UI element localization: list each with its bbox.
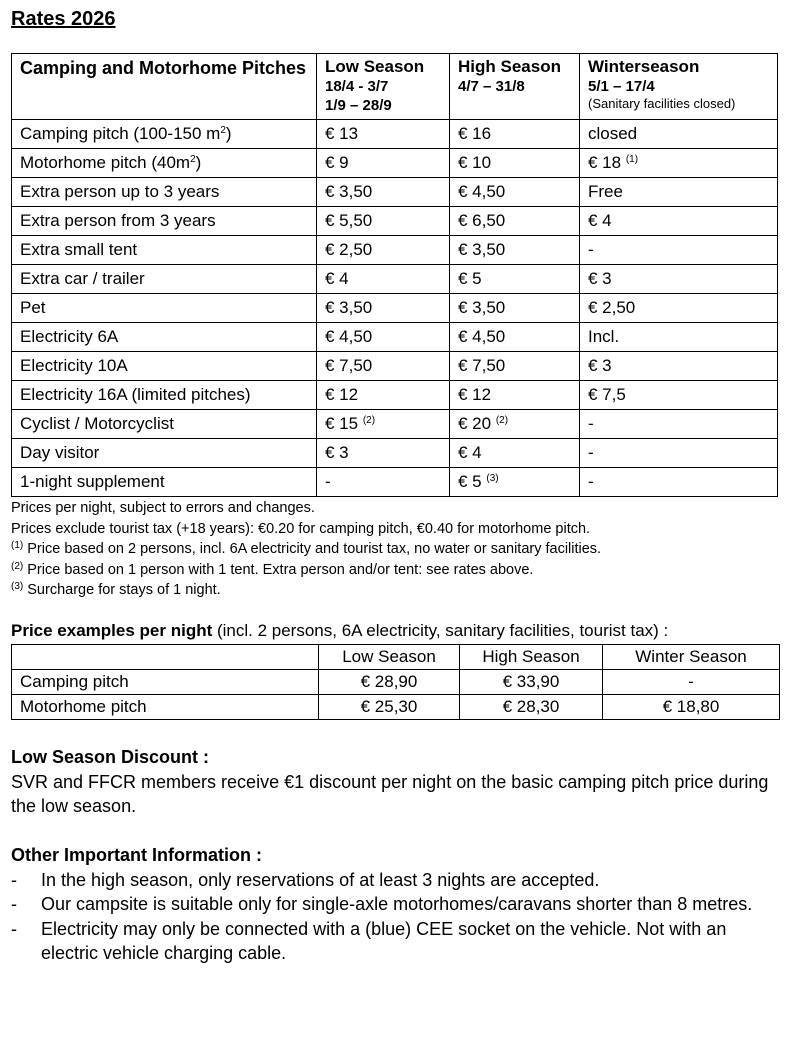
rate-row-extra-person-under-3 bbox=[12, 178, 778, 207]
rate-winter: Free bbox=[580, 178, 778, 207]
footnote-mark: (2) bbox=[495, 415, 509, 426]
rate-high: € 16 bbox=[450, 120, 580, 149]
list-item: - Electricity may only be connected with a (blue) CEE socket on the vehicle. Not with an electric vehicle charging cable. bbox=[11, 917, 781, 966]
rate-label: Cyclist / Motorcyclist bbox=[12, 410, 317, 439]
rate-label: Extra car / trailer bbox=[12, 265, 317, 294]
rate-low: € 4,50 bbox=[317, 323, 450, 352]
rate-winter: closed bbox=[580, 120, 778, 149]
other-information bbox=[11, 843, 781, 966]
rate-high: € 12 bbox=[450, 381, 580, 410]
rate-winter: € 3 bbox=[580, 265, 778, 294]
rate-high: € 5 bbox=[450, 265, 580, 294]
rate-label: Motorhome pitch $(40m^2)$ bbox=[12, 149, 317, 178]
rate-row-day-visitor bbox=[12, 439, 778, 468]
discount-text: SVR and FFCR members receive €1 discount per night on the basic camping pitch price during the low season. bbox=[11, 771, 769, 816]
info-heading: Other Important Information : bbox=[11, 845, 262, 865]
rate-label: Pet bbox=[12, 294, 317, 323]
rate-high: € 4 bbox=[450, 439, 580, 468]
low-season-discount bbox=[11, 745, 781, 819]
list-item: - In the high season, only reservations of at least 3 nights are accepted. bbox=[11, 868, 781, 893]
rate-high: € 3,50 bbox=[450, 236, 580, 265]
price-examples-heading: Price examples per night (incl. 2 persons, 6A electricity, sanitary facilities, tourist tax) : bbox=[11, 621, 669, 640]
rate-low: € 3,50 bbox=[317, 178, 450, 207]
rate-winter: - bbox=[580, 410, 778, 439]
footnote-mark: (3) bbox=[486, 473, 499, 484]
high-season-name: High Season bbox=[458, 57, 561, 76]
rate-notes bbox=[11, 498, 601, 601]
rate-high: € 4,50 bbox=[450, 178, 580, 207]
rate-row-extra-small-tent bbox=[12, 236, 778, 265]
rate-low: € 7,50 bbox=[317, 352, 450, 381]
rate-low: € 9 bbox=[317, 149, 450, 178]
example-label: Camping pitch bbox=[12, 670, 319, 695]
rate-winter: € 18 $^{(1)}$ bbox=[580, 149, 778, 178]
example-label: Motorhome pitch bbox=[12, 695, 319, 720]
rate-low: € 3,50 bbox=[317, 294, 450, 323]
rate-high: € 6,50 bbox=[450, 207, 580, 236]
high-season-dates: 4/7 – 31/8 bbox=[458, 78, 525, 95]
winter-season-dates: 5/1 – 17/4 bbox=[588, 78, 655, 95]
footnote-2: $^{(2)}$ Price based on 1 person with 1 tent. Extra person and/or tent: see rates above. bbox=[11, 560, 534, 578]
rate-row-extra-person-from-3 bbox=[12, 207, 778, 236]
rate-label: Camping pitch (100-150 $m^2$) bbox=[12, 120, 317, 149]
rate-low: € 2,50 bbox=[317, 236, 450, 265]
rate-label: Day visitor bbox=[12, 439, 317, 468]
rate-label: Electricity 6A bbox=[12, 323, 317, 352]
example-row-camping bbox=[12, 670, 780, 695]
rate-winter: € 4 bbox=[580, 207, 778, 236]
rate-row-electricity-10a bbox=[12, 352, 778, 381]
examples-col-high: High Season bbox=[460, 645, 603, 670]
rate-low: € 13 bbox=[317, 120, 450, 149]
superscript: 2 bbox=[190, 154, 196, 165]
examples-header-row bbox=[12, 645, 780, 670]
example-winter: - bbox=[603, 670, 780, 695]
example-low: € 25,30 bbox=[319, 695, 460, 720]
footnote-mark: (1) bbox=[625, 154, 639, 165]
note-line: Prices exclude tourist tax (+18 years): €0.20 for camping pitch, €0.40 for motorhome pitch. bbox=[11, 520, 591, 537]
footnote-3: $^{(3)}$ Surcharge for stays of 1 night. bbox=[11, 581, 221, 598]
rate-label: Extra small tent bbox=[12, 236, 317, 265]
rate-winter: Incl. bbox=[580, 323, 778, 352]
header-low-season bbox=[317, 54, 450, 120]
rate-winter: € 3 bbox=[580, 352, 778, 381]
example-winter: € 18,80 bbox=[603, 695, 780, 720]
rate-low: € 12 bbox=[317, 381, 450, 410]
example-high: € 33,90 bbox=[460, 670, 603, 695]
header-high-season bbox=[450, 54, 580, 120]
rate-row-motorhome-pitch bbox=[12, 149, 778, 178]
rate-label: 1-night supplement bbox=[12, 468, 317, 497]
rates-table bbox=[11, 53, 778, 497]
discount-heading: Low Season Discount : bbox=[11, 747, 210, 767]
rate-row-1-night-supplement bbox=[12, 468, 778, 497]
rate-high: € 5 $^{(3)}$ bbox=[450, 468, 580, 497]
note-line: Prices per night, subject to errors and changes. bbox=[11, 500, 315, 516]
rate-low: € 5,50 bbox=[317, 207, 450, 236]
examples-corner bbox=[12, 645, 319, 670]
low-season-dates-2: 1/9 – 28/9 bbox=[325, 97, 392, 114]
footnote-mark: (2) bbox=[362, 415, 376, 426]
rate-high: € 4,50 bbox=[450, 323, 580, 352]
rate-winter: - bbox=[580, 236, 778, 265]
examples-col-low: Low Season bbox=[319, 645, 460, 670]
rate-low: - bbox=[317, 468, 450, 497]
rate-winter: € 2,50 bbox=[580, 294, 778, 323]
footnote-1: $^{(1)}$ Price based on 2 persons, incl. 6A electricity and tourist tax, no water or sanitary facilities. bbox=[11, 540, 602, 557]
rate-high: € 7,50 bbox=[450, 352, 580, 381]
rate-low: € 3 bbox=[317, 439, 450, 468]
rate-label: Extra person from 3 years bbox=[12, 207, 317, 236]
rate-row-cyclist bbox=[12, 410, 778, 439]
examples-col-winter: Winter Season bbox=[603, 645, 780, 670]
example-high: € 28,30 bbox=[460, 695, 603, 720]
rate-row-electricity-6a bbox=[12, 323, 778, 352]
rate-high: € 20 $^{(2)}$ bbox=[450, 410, 580, 439]
header-pitches: Camping and Motorhome Pitches bbox=[12, 54, 317, 120]
price-examples-table bbox=[11, 644, 780, 720]
rate-row-pet bbox=[12, 294, 778, 323]
rate-row-camping-pitch bbox=[12, 120, 778, 149]
low-season-name: Low Season bbox=[325, 57, 425, 76]
page-title: Rates 2026 bbox=[11, 8, 116, 30]
rate-low: € 15 $^{(2)}$ bbox=[317, 410, 450, 439]
rate-label: Extra person up to 3 years bbox=[12, 178, 317, 207]
winter-season-name: Winterseason bbox=[588, 57, 700, 76]
rate-winter: € 7,5 bbox=[580, 381, 778, 410]
rate-winter: - bbox=[580, 468, 778, 497]
example-low: € 28,90 bbox=[319, 670, 460, 695]
rate-high: € 3,50 bbox=[450, 294, 580, 323]
low-season-dates-1: 18/4 - 3/7 bbox=[325, 78, 389, 95]
header-winter-season bbox=[580, 54, 778, 120]
rate-label: Electricity 10A bbox=[12, 352, 317, 381]
winter-season-note: (Sanitary facilities closed) bbox=[588, 96, 736, 111]
list-item: - Our campsite is suitable only for single-axle motorhomes/caravans shorter than 8 metres. bbox=[11, 892, 781, 917]
rate-row-extra-car-trailer bbox=[12, 265, 778, 294]
superscript: 2 bbox=[220, 125, 226, 136]
rate-winter: - bbox=[580, 439, 778, 468]
rate-high: € 10 bbox=[450, 149, 580, 178]
rates-header-row bbox=[12, 54, 778, 120]
rate-row-electricity-16a bbox=[12, 381, 778, 410]
rate-label: Electricity 16A (limited pitches) bbox=[12, 381, 317, 410]
rate-low: € 4 bbox=[317, 265, 450, 294]
info-list bbox=[11, 868, 781, 966]
example-row-motorhome bbox=[12, 695, 780, 720]
